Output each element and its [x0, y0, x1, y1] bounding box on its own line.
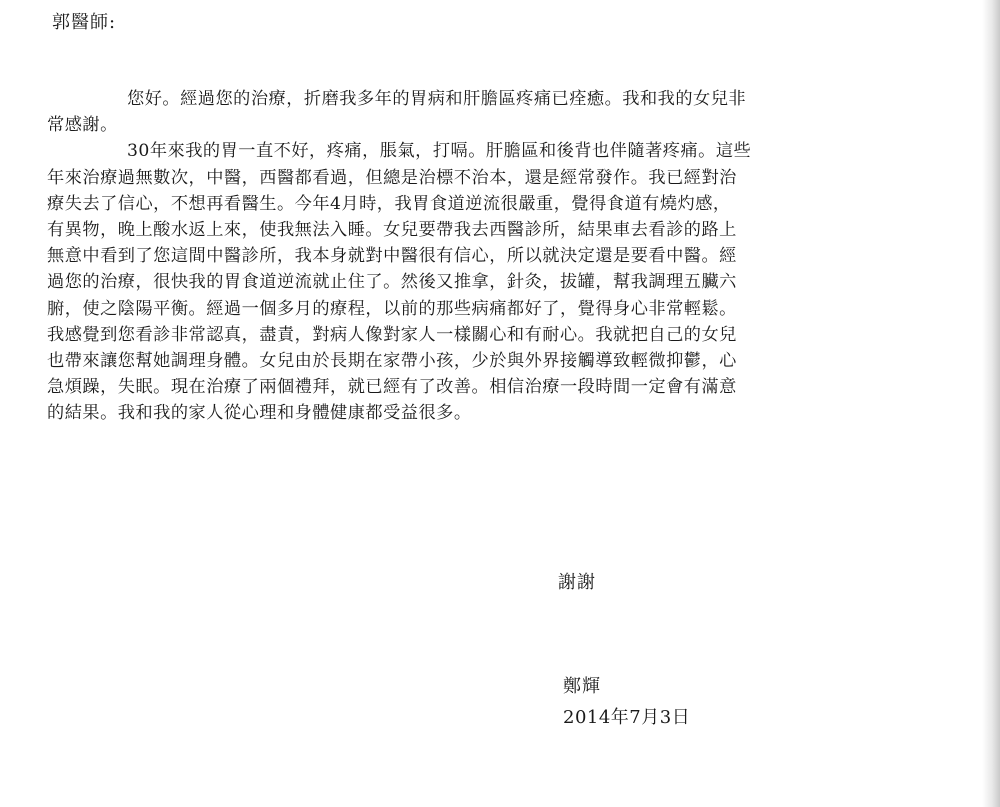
- body-line: 腑，使之陰陽平衡。經過一個多月的療程，以前的那些病痛都好了，覺得身心非常輕鬆。: [47, 298, 737, 319]
- body-line: 您好。經過您的治療，折磨我多年的胃病和肝膽區疼痛已痊癒。我和我的女兒非: [127, 89, 747, 109]
- body-line: 也帶來讓您幫她調理身體。女兒由於長期在家帶小孩，少於與外界接觸導致輕微抑鬱，心: [47, 350, 737, 371]
- body-line: 過您的治療，很快我的胃食道逆流就止住了。然後又推拿，針灸，拔罐，幫我調理五臟六: [47, 272, 737, 293]
- salutation: 郭醫師:: [52, 12, 117, 33]
- body-line: 我感覺到您看診非常認真，盡責，對病人像對家人一樣關心和有耐心。我就把自己的女兒: [47, 324, 737, 345]
- page-edge-shadow: [982, 0, 1000, 807]
- body-line: 有異物，晚上酸水返上來，使我無法入睡。女兒要帶我去西醫診所，結果車去看診的路上: [47, 219, 737, 240]
- body-line: 常感謝。: [47, 115, 118, 136]
- body-line: 急煩躁，失眠。現在治療了兩個禮拜，就已經有了改善。相信治療一段時間一定會有滿意: [47, 377, 737, 398]
- body-line: 年來治療過無數次，中醫，西醫都看過，但總是治標不治本，還是經常發作。我已經對治: [47, 167, 737, 188]
- letter-date: 2014年7月3日: [563, 707, 691, 728]
- body-line: 的結果。我和我的家人從心理和身體健康都受益很多。: [47, 403, 472, 424]
- body-line: 30年來我的胃一直不好，疼痛，脹氣，打嗝。肝膽區和後背也伴隨著疼痛。這些: [127, 141, 752, 162]
- body-line: 無意中看到了您這間中醫診所，我本身就對中醫很有信心，所以就決定還是要看中醫。經: [47, 246, 737, 267]
- closing-thanks: 謝謝: [558, 572, 596, 593]
- letter-body: [47, 86, 917, 426]
- body-line: 療失去了信心，不想再看醫生。今年4月時，我胃食道逆流很嚴重，覺得食道有燒灼感，: [47, 193, 731, 214]
- signer-name: 鄭輝: [563, 676, 601, 697]
